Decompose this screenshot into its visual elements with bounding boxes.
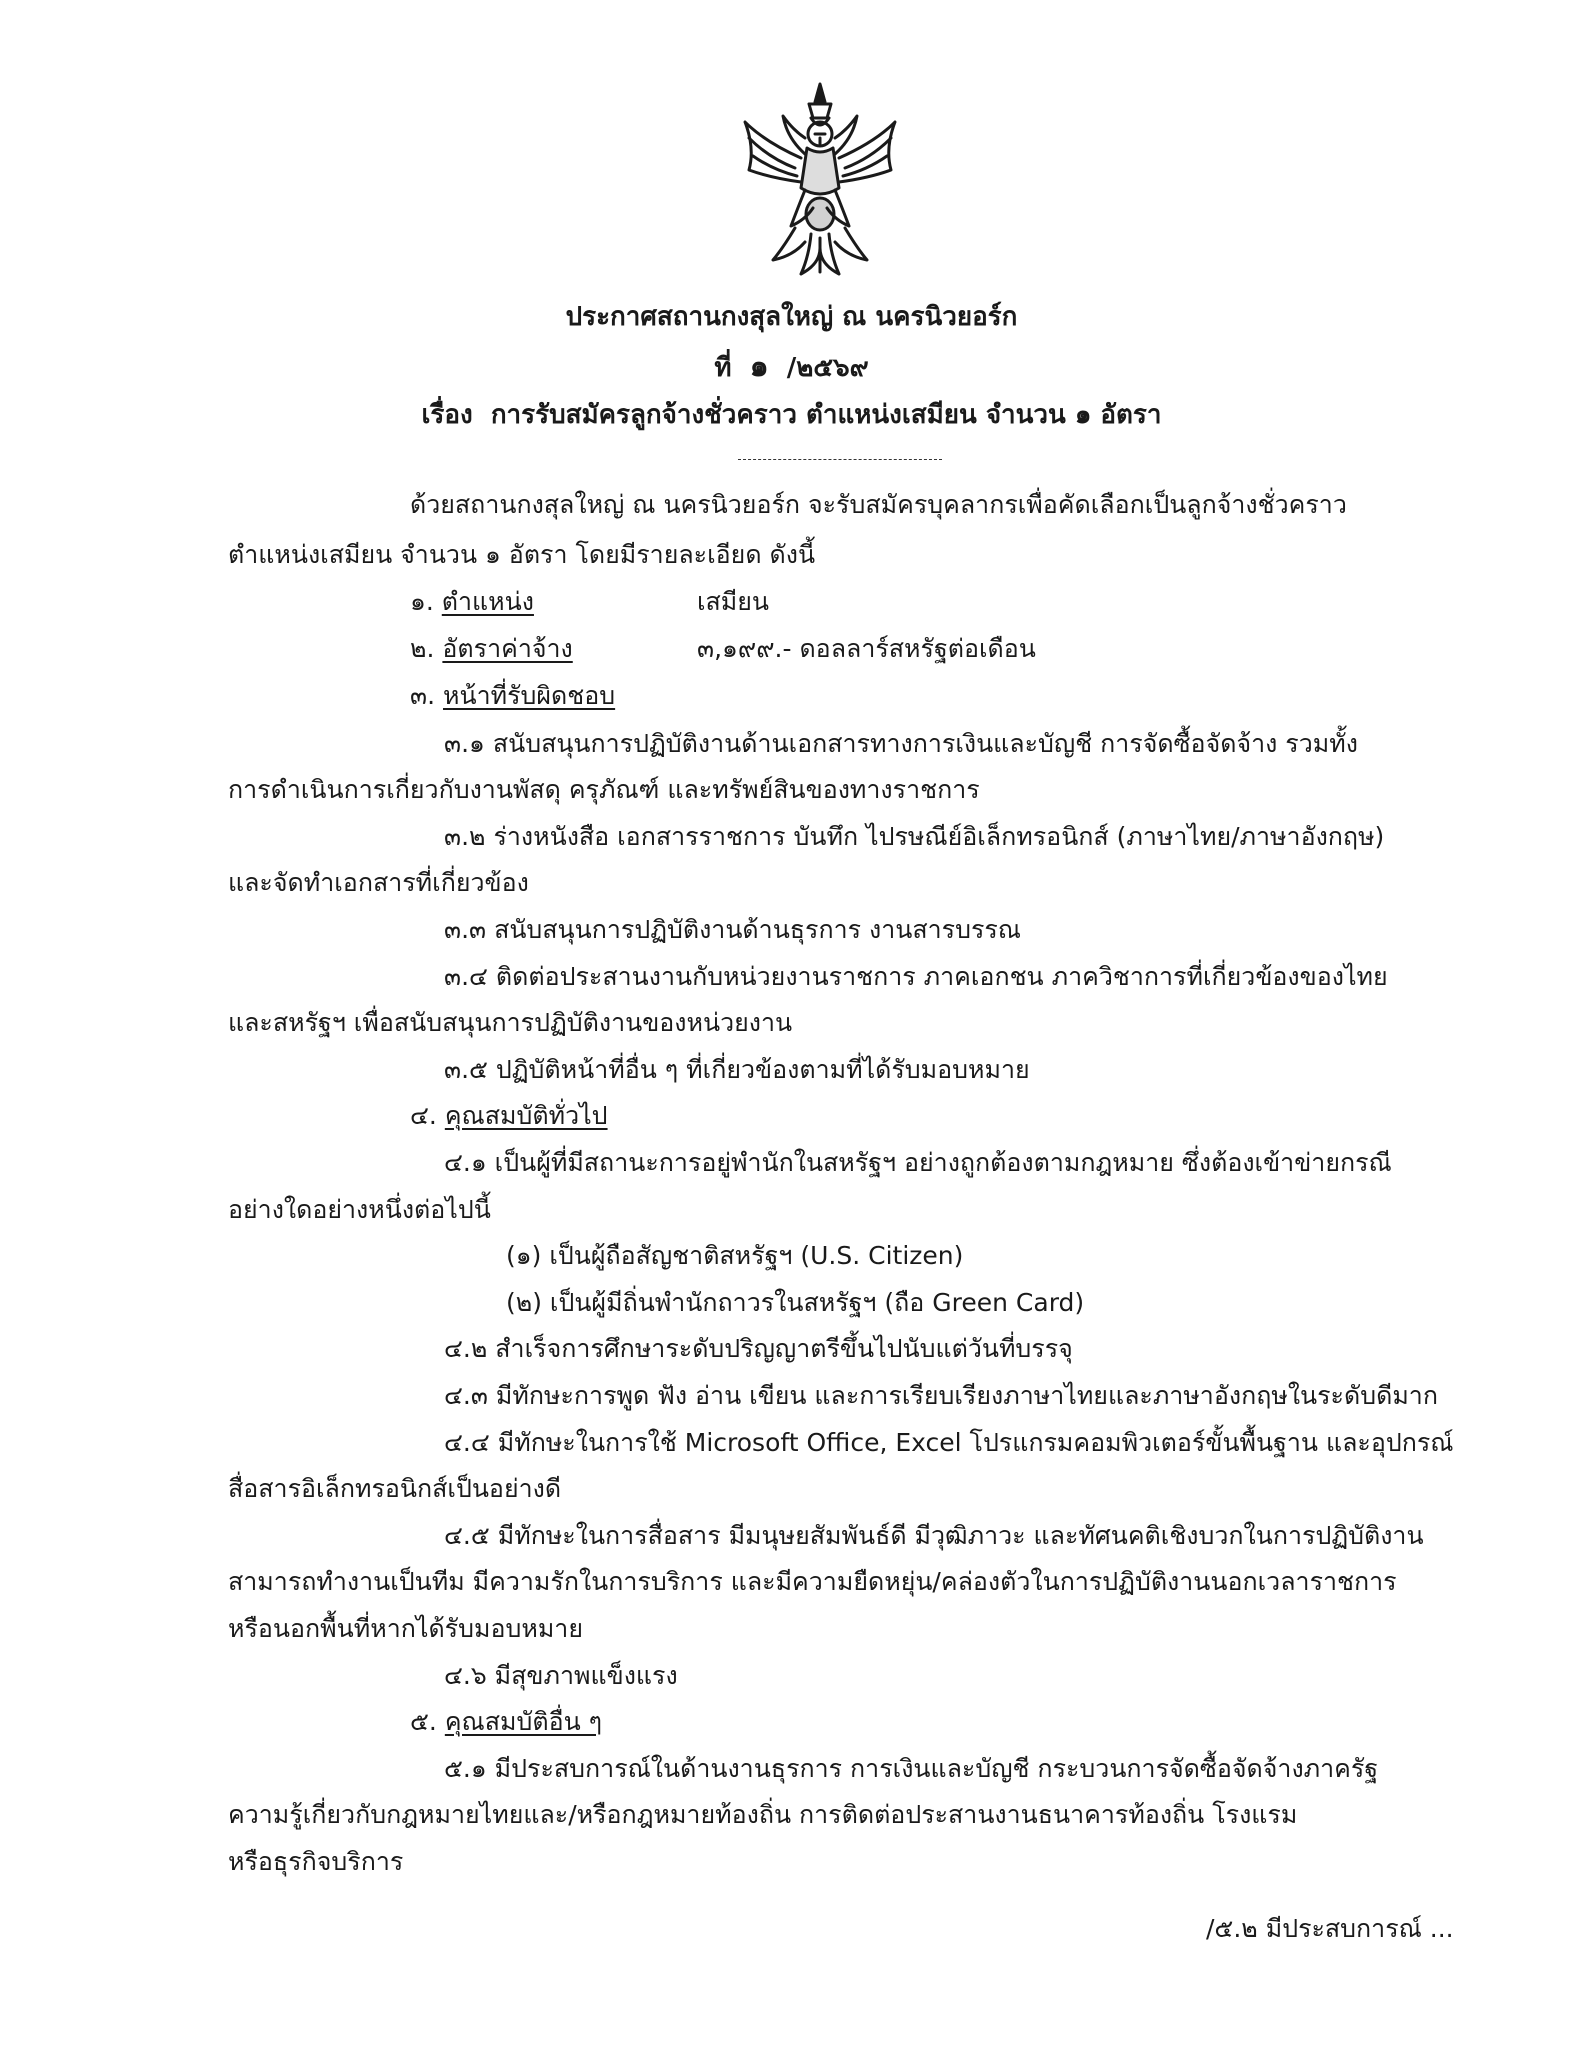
section-4-3: ๔.๓ มีทักษะการพูด ฟัง อ่าน เขียน และการเรียบเรียงภาษาไทยและภาษาอังกฤษในระดับดีมาก: [444, 1381, 1438, 1410]
section-4-1-line-1: ๔.๑ เป็นผู้ที่มีสถานะการอยู่พำนักในสหรัฐฯ อย่างถูกต้องตามกฎหมาย ซึ่งต้องเข้าข่ายกรณี: [444, 1148, 1392, 1177]
section-3-1-line-1: ๓.๑ สนับสนุนการปฏิบัติงานด้านเอกสารทางการเงินและบัญชี การจัดซื้อจัดจ้าง รวมทั้ง: [444, 729, 1358, 758]
section-4-5-line-2: สามารถทำงานเป็นทีม มีความรักในการบริการ และมีความยืดหยุ่น/คล่องตัวในการปฏิบัติงานนอกเวลาราชการ: [228, 1567, 1397, 1596]
section-3-2-line-1: ๓.๒ ร่างหนังสือ เอกสารราชการ บันทึก ไปรษณีย์อิเล็กทรอนิกส์ (ภาษาไทย/ภาษาอังกฤษ): [444, 822, 1385, 851]
section-5-1-line-2: ความรู้เกี่ยวกับกฎหมายไทยและ/หรือกฎหมายท้องถิ่น การติดต่อประสานงานธนาคารท้องถิ่น โรงแรม: [228, 1800, 1298, 1829]
document-subject: เรื่อง การรับสมัครลูกจ้างชั่วคราว ตำแหน่งเสมียน จำนวน ๑ อัตรา: [421, 400, 1162, 430]
section-2-value: ๓,๑๙๙.- ดอลลาร์สหรัฐต่อเดือน: [697, 634, 1036, 663]
section-1-heading: ๑. ตำแหน่ง: [410, 587, 534, 616]
section-4-1-line-2: อย่างใดอย่างหนึ่งต่อไปนี้: [228, 1195, 491, 1224]
section-4-1-sub-2: (๒) เป็นผู้มีถิ่นพำนักถาวรในสหรัฐฯ (ถือ Green Card): [506, 1288, 1085, 1317]
section-3-3: ๓.๓ สนับสนุนการปฏิบัติงานด้านธุรการ งานสารบรรณ: [444, 915, 1022, 944]
intro-line-1: ด้วยสถานกงสุลใหญ่ ณ นครนิวยอร์ก จะรับสมัครบุคลากรเพื่อคัดเลือกเป็นลูกจ้างชั่วคราว: [410, 490, 1347, 519]
document-title: ประกาศสถานกงสุลใหญ่ ณ นครนิวยอร์ก: [565, 302, 1018, 332]
section-1-value: เสมียน: [697, 587, 770, 616]
section-3-5: ๓.๕ ปฏิบัติหน้าที่อื่น ๆ ที่เกี่ยวข้องตามที่ได้รับมอบหมาย: [444, 1055, 1030, 1084]
section-3-4-line-1: ๓.๔ ติดต่อประสานงานกับหน่วยงานราชการ ภาคเอกชน ภาควิชาการที่เกี่ยวข้องของไทย: [444, 962, 1388, 991]
section-3-4-line-2: และสหรัฐฯ เพื่อสนับสนุนการปฏิบัติงานของหน่วยงาน: [228, 1008, 793, 1037]
section-4-4-line-1: ๔.๔ มีทักษะในการใช้ Microsoft Office, Excel โปรแกรมคอมพิวเตอร์ขั้นพื้นฐาน และอุปกรณ์: [444, 1428, 1454, 1457]
section-4-5-line-3: หรือนอกพื้นที่หากได้รับมอบหมาย: [228, 1614, 583, 1643]
intro-line-2: ตำแหน่งเสมียน จำนวน ๑ อัตรา โดยมีรายละเอียด ดังนี้: [228, 540, 816, 569]
section-5-1-line-1: ๕.๑ มีประสบการณ์ในด้านงานธุรการ การเงินและบัญชี กระบวนการจัดซื้อจัดจ้างภาครัฐ: [444, 1754, 1379, 1783]
section-4-4-line-2: สื่อสารอิเล็กทรอนิกส์เป็นอย่างดี: [228, 1474, 562, 1503]
section-3-heading: ๓. หน้าที่รับผิดชอบ: [410, 681, 616, 710]
section-4-6: ๔.๖ มีสุขภาพแข็งแรง: [444, 1661, 678, 1690]
garuda-emblem-icon: [735, 78, 905, 278]
heading-divider: [738, 459, 942, 460]
section-4-5-line-1: ๔.๕ มีทักษะในการสื่อสาร มีมนุษยสัมพันธ์ดี มีวุฒิภาวะ และทัศนคติเชิงบวกในการปฏิบัติงาน: [444, 1521, 1424, 1550]
section-2-heading: ๒. อัตราค่าจ้าง: [410, 634, 573, 663]
section-4-2: ๔.๒ สำเร็จการศึกษาระดับปริญญาตรีขึ้นไปนับแต่วันที่บรรจุ: [444, 1334, 1073, 1363]
section-3-1-line-2: การดำเนินการเกี่ยวกับงานพัสดุ ครุภัณฑ์ และทรัพย์สินของทางราชการ: [228, 775, 980, 804]
document-number: ที่ ๑ /๒๕๖๙: [714, 349, 869, 384]
section-4-1-sub-1: (๑) เป็นผู้ถือสัญชาติสหรัฐฯ (U.S. Citizen): [506, 1241, 964, 1270]
section-4-heading: ๔. คุณสมบัติทั่วไป: [410, 1101, 608, 1130]
section-5-1-line-3: หรือธุรกิจบริการ: [228, 1847, 404, 1876]
section-3-2-line-2: และจัดทำเอกสารที่เกี่ยวข้อง: [228, 868, 529, 897]
continuation-note: /๕.๒ มีประสบการณ์ ...: [1206, 1914, 1454, 1943]
section-5-heading: ๕. คุณสมบัติอื่น ๆ: [410, 1707, 603, 1736]
